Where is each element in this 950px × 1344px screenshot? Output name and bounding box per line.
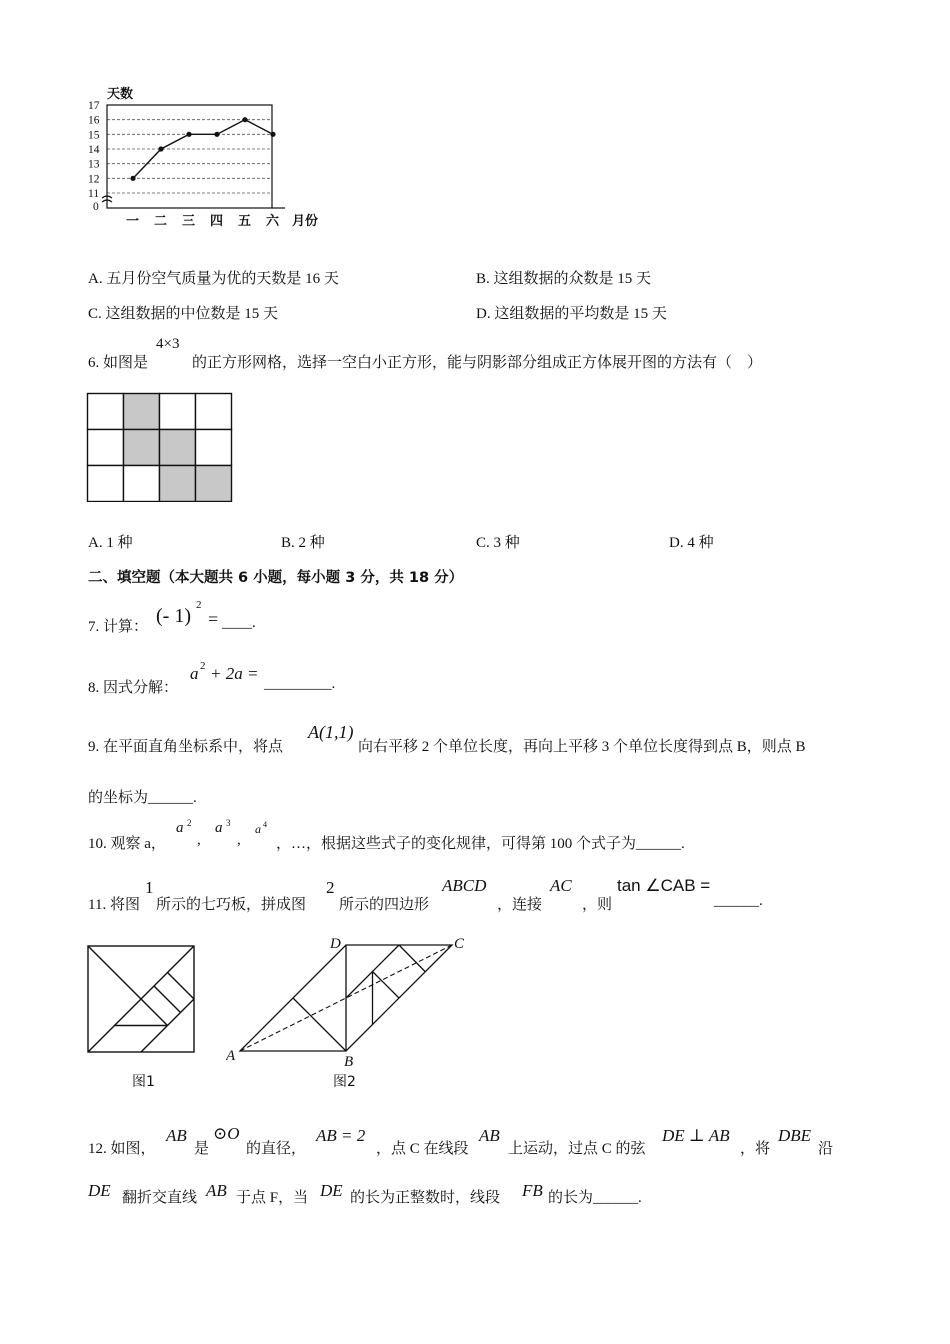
tangram-figure-1: [86, 944, 198, 1056]
q11-part1: 11. 将图: [88, 897, 140, 913]
q10-comma2: ,: [237, 832, 241, 848]
q11-tan-expression: tan ∠CAB =: [617, 876, 711, 895]
x-tick-label: 一: [126, 213, 140, 228]
q7-exponent: 2: [196, 599, 202, 611]
q12-line2-part1: 翻折交直线: [122, 1190, 198, 1206]
q6-option-c: C. 3 种: [476, 535, 520, 551]
x-tick-label: 六: [266, 213, 280, 228]
y-tick-label: 15: [88, 129, 100, 142]
section-title: 二、填空题（本大题共 6 小题，每小题 3 分，共 18 分）: [88, 570, 464, 586]
grid-cell-shaded: [196, 466, 232, 502]
y-tick-label: 16: [88, 114, 100, 127]
q9-math: A(1,1): [308, 722, 354, 742]
grid-cell-blank: [88, 394, 124, 430]
q12-line2-part2: 于点 F，当: [236, 1190, 309, 1206]
data-point: [186, 132, 191, 137]
q6-prefix: 6. 如图是: [88, 355, 149, 371]
q12-part2: 是: [194, 1141, 210, 1157]
vertex-label-c: C: [454, 936, 465, 952]
q11-figure-number-2: 2: [326, 878, 335, 897]
y-axis-label: 天数: [107, 86, 134, 101]
q9-suffix: 向右平移 2 个单位长度，再向上平移 3 个单位长度得到点 B，则点 B: [358, 739, 806, 755]
q12-line2-part4: 的长为______.: [548, 1190, 642, 1206]
y-tick-label: 17: [88, 100, 100, 112]
q8-blank: _________.: [264, 676, 336, 692]
x-tick-label: 四: [210, 213, 224, 228]
q12-diameter-label: AB: [166, 1126, 187, 1145]
q12-line2-ab: AB: [206, 1181, 227, 1200]
y-tick-label: 12: [88, 173, 100, 186]
data-point: [214, 132, 219, 137]
q11-part2: 所示的七巧板，拼成图: [156, 897, 307, 913]
grid-cell-shaded: [160, 466, 196, 502]
data-point: [270, 132, 275, 137]
x-tick-label: 二: [154, 213, 168, 228]
data-point: [158, 146, 163, 151]
q12-part4: ，点 C 在线段: [376, 1141, 469, 1157]
grid-cell-blank: [196, 430, 232, 466]
q10-term3: a: [255, 822, 261, 836]
data-point: [242, 117, 247, 122]
q8-var-a: a: [190, 664, 199, 683]
q10-term2: a: [215, 820, 223, 836]
figure-2-caption: 图2: [333, 1074, 356, 1090]
q12-arc-dbe: DBE: [778, 1126, 812, 1145]
q10-comma1: ,: [197, 832, 201, 848]
q10-prefix: 10. 观察 a，: [88, 836, 166, 852]
q11-quad-label: ABCD: [442, 876, 487, 895]
q6-math: 4×3: [156, 336, 180, 352]
q5-option-c: C. 这组数据的中位数是 15 天: [88, 306, 279, 322]
vertex-label-d: D: [330, 936, 341, 952]
q11-segment-label: AC: [550, 876, 572, 895]
q12-part7: 沿: [818, 1141, 834, 1157]
q12-line2-part3: 的长为正整数时，线段: [350, 1190, 501, 1206]
q6-suffix: 的正方形网格，选择一空白小正方形，能与阴影部分组成正方体展开图的方法有（ ）: [192, 355, 763, 371]
q10-exp3: 4: [263, 820, 267, 829]
tangram-figure-2: [226, 930, 472, 1072]
vertex-label-b: B: [344, 1054, 354, 1070]
q12-line2-de: DE: [88, 1181, 111, 1200]
q12-circle-label: ⊙O: [213, 1124, 240, 1143]
q9-line2: 的坐标为______.: [88, 790, 197, 806]
q11-part5: ，则: [582, 897, 613, 913]
q8-prefix: 8. 因式分解：: [88, 680, 179, 696]
y-tick-label: 11: [88, 188, 100, 200]
q10-term1: a: [176, 820, 184, 836]
q12-part6: ，将: [740, 1141, 771, 1157]
q7-equals: =: [208, 609, 219, 629]
q6-option-d: D. 4 种: [669, 535, 714, 551]
grid-cell-shaded: [160, 430, 196, 466]
figure-1-caption: 图1: [132, 1074, 155, 1090]
q12-perpendicular: DE ⊥ AB: [662, 1126, 730, 1145]
q5-option-b: B. 这组数据的众数是 15 天: [476, 271, 652, 287]
q10-exp1: 2: [187, 818, 192, 828]
q11-part4: ，连接: [497, 897, 543, 913]
q11-figure-number-1: 1: [145, 878, 154, 897]
data-point: [130, 176, 135, 181]
q7-blank: ____.: [222, 615, 256, 631]
grid-cell-blank: [124, 466, 160, 502]
q5-option-a: A. 五月份空气质量为优的天数是 16 天: [88, 271, 339, 287]
grid-cell-shaded: [124, 430, 160, 466]
q11-blank: ______.: [714, 893, 763, 909]
x-tick-label: 五: [238, 213, 252, 228]
q10-suffix: ，…，根据这些式子的变化规律，可得第 100 个式子为______.: [276, 836, 685, 852]
q8-exponent: 2: [200, 660, 206, 672]
grid-cell-blank: [88, 430, 124, 466]
q6-option-b: B. 2 种: [281, 535, 325, 551]
q9-prefix: 9. 在平面直角坐标系中，将点: [88, 739, 284, 755]
grid-cell-blank: [196, 394, 232, 430]
q12-part3: 的直径，: [246, 1141, 307, 1157]
q12-line2-de-2: DE: [320, 1181, 343, 1200]
line-chart: [80, 80, 340, 240]
q10-exp2: 3: [226, 818, 231, 828]
q6-grid: [86, 392, 236, 502]
grid-cell-blank: [160, 394, 196, 430]
q8-rest: + 2a =: [210, 664, 259, 683]
y-tick-label: 13: [88, 158, 100, 171]
vertex-label-a: A: [226, 1048, 236, 1064]
q7-prefix: 7. 计算：: [88, 619, 149, 635]
q12-part1: 12. 如图，: [88, 1141, 156, 1157]
grid-cell-shaded: [124, 394, 160, 430]
grid-cell-blank: [88, 466, 124, 502]
q11-part3: 所示的四边形: [339, 897, 430, 913]
q12-line2-fb: FB: [522, 1181, 543, 1200]
q12-segment-ab: AB: [479, 1126, 500, 1145]
q5-option-d: D. 这组数据的平均数是 15 天: [476, 306, 667, 322]
y-tick-label: 0: [93, 201, 99, 213]
q6-option-a: A. 1 种: [88, 535, 133, 551]
x-tick-label: 三: [182, 213, 196, 228]
q12-part5: 上运动，过点 C 的弦: [508, 1141, 646, 1157]
q12-length-eq: AB = 2: [316, 1126, 366, 1145]
q7-math: (- 1): [156, 605, 191, 627]
y-tick-label: 14: [88, 144, 100, 156]
x-axis-label: 月份: [292, 213, 319, 228]
